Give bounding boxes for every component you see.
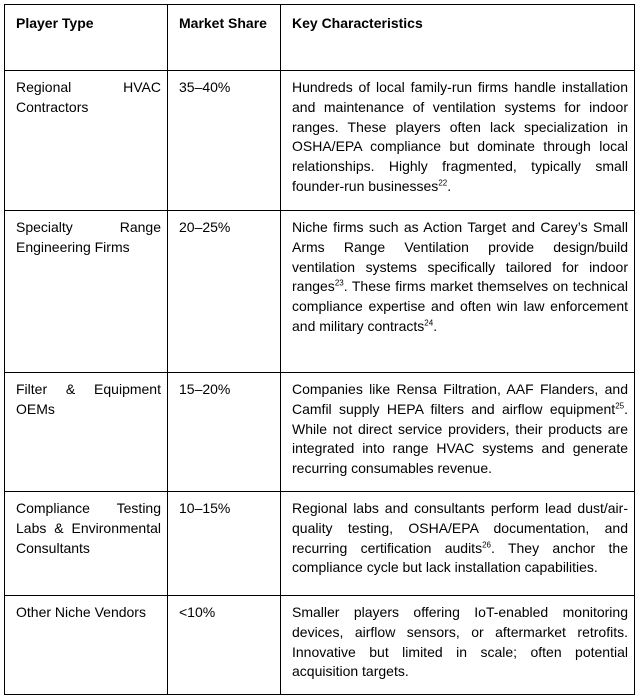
table-row (5, 211, 635, 373)
player-type-cell (5, 373, 168, 492)
table-row (5, 373, 635, 492)
player-type-cell (5, 211, 168, 373)
market-share-cell (168, 211, 281, 373)
market-share-cell (168, 71, 281, 211)
table-row (5, 491, 635, 595)
characteristics-cell (281, 211, 635, 373)
player-type-text: Specialty Range Engineering Firms (16, 219, 161, 255)
characteristics-tail: . (447, 177, 452, 194)
player-type-text: Regional HVAC Contractors (16, 79, 161, 115)
header-market-share: Market Share (168, 5, 281, 71)
characteristics-tail: . (433, 317, 438, 334)
characteristics-cell (281, 373, 635, 492)
market-share-text: 15–20% (179, 381, 231, 397)
characteristics-text: . While not direct service providers, their products are integrated into range HVAC systems and generate recurring consumables revenue. (292, 400, 628, 477)
market-share-cell (168, 373, 281, 492)
market-share-text: 10–15% (179, 499, 231, 516)
characteristics-text: Companies like Rensa Filtration, AAF Flanders, and Camfil supply HEPA filters and airflow equipment (292, 381, 628, 417)
footnote-ref: 22 (438, 178, 448, 188)
player-type-text: Filter & Equipment OEMs (16, 381, 161, 417)
footnote-ref: 26 (482, 539, 491, 549)
characteristics-text: Regional labs and consultants perform lead dust/air-quality testing, OSHA/EPA documentation, and recurring certification audits (292, 499, 628, 556)
characteristics-cell (281, 491, 635, 595)
footnote-ref: 24 (424, 318, 434, 328)
header-key-characteristics: Key Characteristics (281, 5, 635, 71)
market-share-text: 20–25% (179, 219, 231, 235)
characteristics-cell (281, 595, 635, 694)
footnote-ref: 23 (334, 278, 344, 288)
table-header-row (5, 5, 635, 71)
characteristics-text: Hundreds of local family-run firms handle installation and maintenance of ventilation systems for indoor ranges. These players often lack specialization in OSHA/EPA compliance but dominate through local relationships. Highly fragmented, typically small founder-run businesses (292, 79, 628, 194)
market-share-cell (168, 491, 281, 595)
characteristics-text: . They anchor the compliance cycle but lack installation capabilities. (292, 539, 629, 576)
footnote-ref: 25 (615, 401, 625, 411)
characteristics-cell (281, 71, 635, 211)
market-share-text: 35–40% (179, 79, 231, 95)
market-share-text: <10% (179, 603, 216, 620)
characteristics-text: Niche firms such as Action Target and Carey’s Small Arms Range Ventilation provide design/build ventilation systems specifically tailored for indoor ranges (292, 219, 628, 295)
player-type-cell (5, 491, 168, 595)
player-type-cell (5, 595, 168, 694)
table-row (5, 595, 635, 694)
market-share-cell (168, 595, 281, 694)
market-players-table (4, 4, 635, 695)
characteristics-text: Smaller players offering IoT-enabled monitoring devices, airflow sensors, or aftermarket retrofits. Innovative but limited in scale; often potential acquisition targets. (292, 603, 628, 680)
characteristics-text: . These firms market themselves on technical compliance expertise and often win law enforcement and military contracts (292, 278, 628, 334)
player-type-cell (5, 71, 168, 211)
table-row (5, 71, 635, 211)
player-type-text: Other Niche Vendors (16, 603, 146, 620)
header-player-type: Player Type (5, 5, 168, 71)
player-type-text: Compliance Testing Labs & Environmental Consultants (16, 499, 161, 556)
